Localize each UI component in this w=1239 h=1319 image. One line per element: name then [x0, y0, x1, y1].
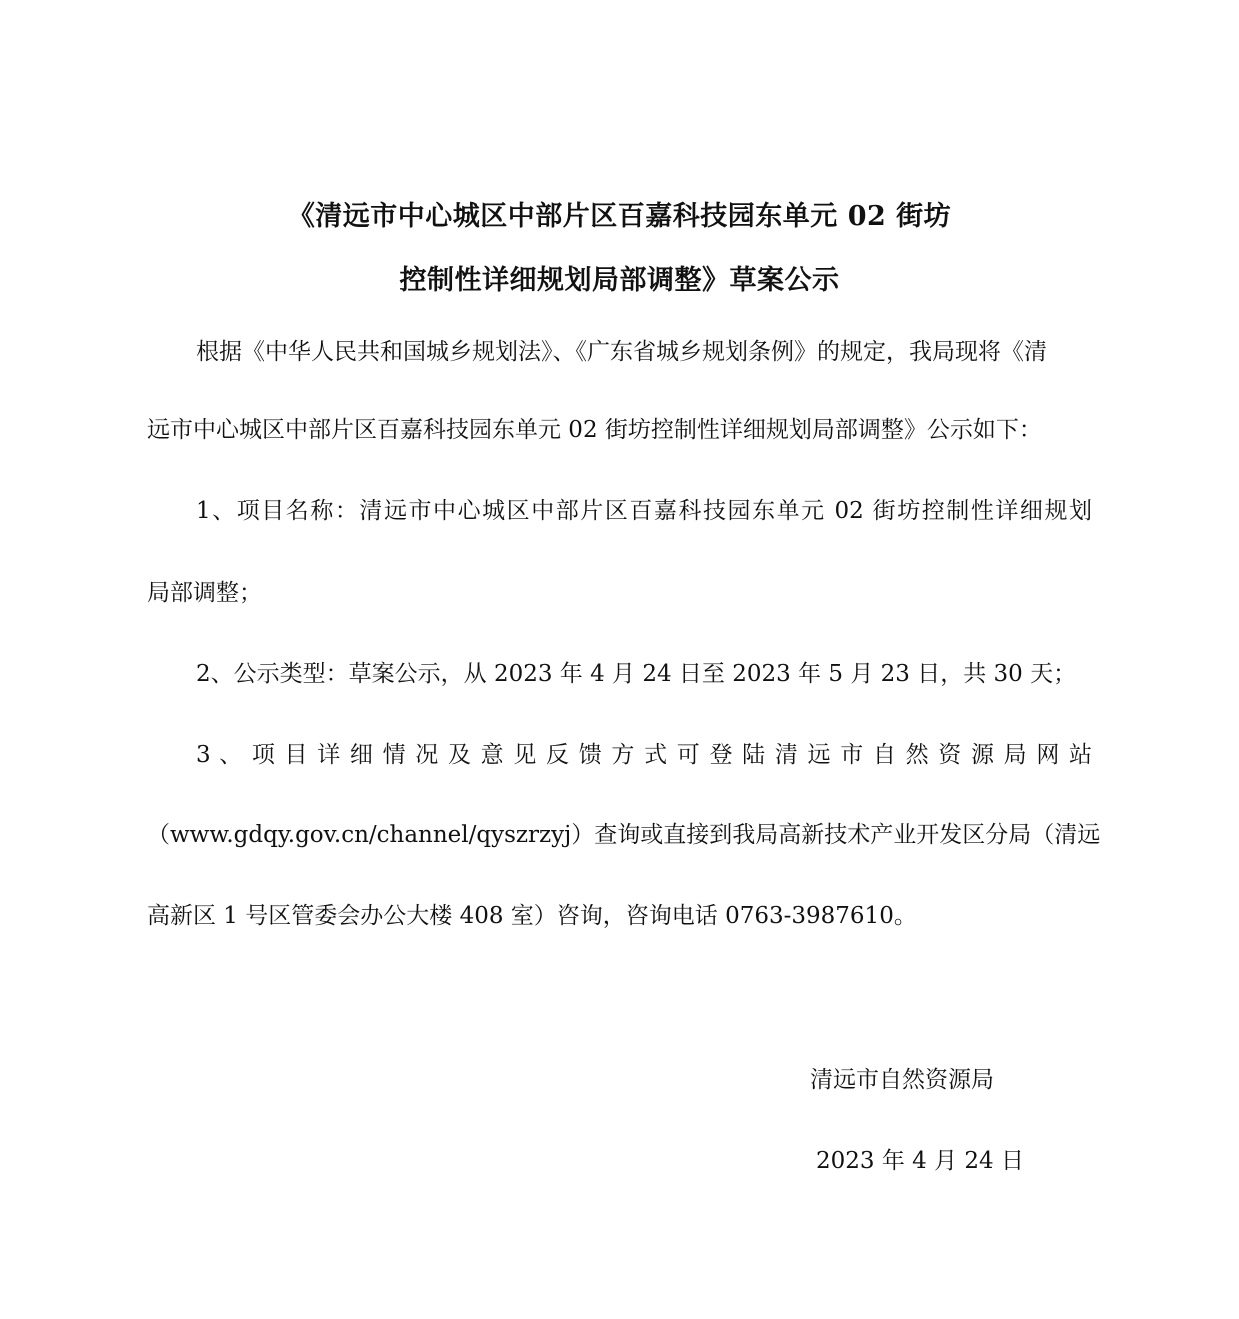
- body-line-item3-2: （www.gdqy.gov.cn/channel/qyszrzyj）查询或直接到我局高新技术产业开发区分局（清远: [147, 822, 1101, 848]
- body-line-item3-3: 高新区 1 号区管委会办公大楼 408 室）咨询，咨询电话 0763-3987610。: [147, 903, 917, 929]
- body-line-intro-1: 根据《中华人民共和国城乡规划法》、《广东省城乡规划条例》的规定，我局现将《清: [196, 339, 1047, 365]
- signature-date: 2023 年 4 月 24 日: [816, 1148, 1024, 1174]
- body-line-item1-2: 局部调整；: [147, 580, 262, 606]
- document-title-line-2: 控制性详细规划局部调整》草案公示: [399, 265, 840, 296]
- body-line-intro-2: 远市中心城区中部片区百嘉科技园东单元 02 街坊控制性详细规划局部调整》公示如下：: [147, 417, 1042, 443]
- body-line-item3-1: 3 、 项 目 详 细 情 况 及 意 见 反 馈 方 式 可 登 陆 清 远 市 自 然 资 源 局 网 站: [196, 742, 1093, 768]
- body-line-item2: 2、公示类型：草案公示，从 2023 年 4 月 24 日至 2023 年 5 月 23 日，共 30 天；: [196, 661, 1077, 687]
- body-line-item1-1: 1、项目名称：清远市中心城区中部片区百嘉科技园东单元 02 街坊控制性详细规划: [196, 498, 1092, 524]
- document-title-line-1: 《清远市中心城区中部片区百嘉科技园东单元 02 街坊: [287, 201, 952, 232]
- signature-organization: 清远市自然资源局: [810, 1067, 994, 1093]
